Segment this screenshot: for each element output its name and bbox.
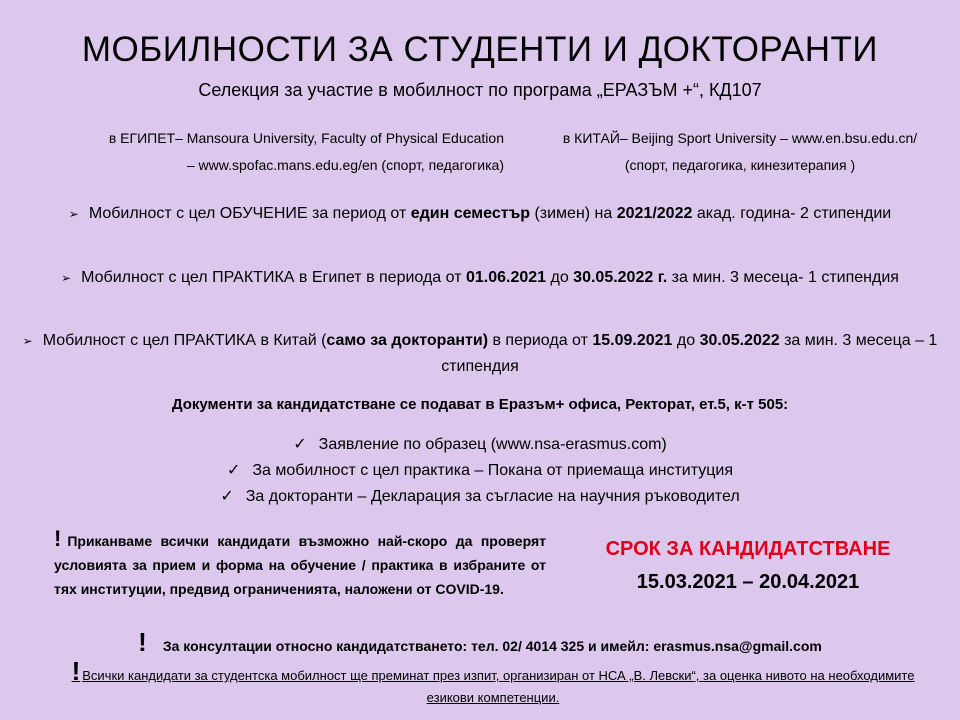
checkmark-icon: ✓	[226, 462, 241, 479]
destination-egypt	[44, 125, 504, 179]
exclamation-icon: !	[54, 526, 62, 551]
contact-info	[0, 627, 960, 658]
bullet-bold: само за докторанти)	[326, 332, 489, 349]
checkmark-icon: ✓	[293, 436, 307, 453]
document-item-text: За докторанти – Декларация за съгласие на научния ръководител	[245, 488, 740, 505]
bullet-bold: 2021/2022	[616, 205, 693, 222]
bullet-text: до	[546, 269, 574, 286]
exclamation-icon: !	[138, 627, 147, 657]
bullet-bold: 15.09.2021	[592, 332, 673, 349]
document-item-text: Заявление по образец (www.nsa-erasmus.com)	[318, 436, 667, 453]
bullet-text: (зимен) на	[530, 205, 617, 222]
deadline-title: СРОК ЗА КАНДИДАТСТВАНЕ	[605, 538, 891, 560]
bullet-text: Мобилност с цел ПРАКТИКА в Египет в периода от	[81, 269, 466, 286]
covid-notice-text: Приканваме всички кандидати възможно най-скоро да проверят условията за прием и форма на обучение / практика в избраните от тях институции, предвид ограниченията, наложени от COVID-19.	[54, 533, 546, 597]
list-item	[0, 432, 960, 458]
bullet-text: за мин. 3 месеца- 1 стипендия	[667, 269, 899, 286]
bullet-text: Мобилност с цел ПРАКТИКА в Китай (	[42, 332, 327, 349]
documents-title: Документи за кандидатстване се подават в Еразъм+ офиса, Ректорат, ет.5, к-т 505:	[171, 396, 789, 413]
bullet-text: за мин. 3 месеца – 1 стипендия	[441, 332, 938, 375]
document-item-text: За мобилност с цел практика – Покана от приемаща институция	[252, 462, 734, 479]
arrow-bullet-icon: ➢	[61, 271, 72, 285]
covid-notice	[54, 527, 546, 601]
bullet-bold: 01.06.2021	[465, 269, 547, 286]
bullet-practice-china	[20, 328, 940, 380]
bullet-practice-egypt	[20, 265, 940, 291]
bullet-text: в периода от	[488, 332, 593, 349]
bullet-bold: един семестър	[410, 205, 530, 222]
arrow-bullet-icon: ➢	[68, 207, 79, 221]
documents-list	[0, 432, 960, 510]
bullet-bold: 30.05.2022 г.	[573, 269, 668, 286]
bullet-text: акад. година- 2 стипендии	[692, 205, 892, 222]
destination-china-line2: (спорт, педагогика, кинезитерапия )	[624, 157, 856, 173]
destination-egypt-line1: в ЕГИПЕТ– Mansoura University, Faculty of Physical Education	[108, 130, 504, 146]
bullet-bold: 30.05.2022	[699, 332, 780, 349]
destination-china-line1: в КИТАЙ– Beijing Sport University – www.en.bsu.edu.cn/	[562, 130, 918, 146]
bullet-study-mobility	[20, 201, 940, 227]
exclamation-icon: !	[71, 656, 81, 686]
list-item	[0, 484, 960, 510]
bullet-text: Мобилност с цел ОБУЧЕНИЕ за период от	[88, 205, 411, 222]
deadline-dates: 15.03.2021 – 20.04.2021	[636, 571, 860, 593]
page-subtitle: Селекция за участие в мобилност по програма „ЕРАЗЪМ +“, КД107	[198, 80, 762, 100]
language-exam-note	[58, 656, 928, 709]
bullet-text: до	[672, 332, 700, 349]
destination-china	[520, 125, 960, 179]
destination-egypt-line2: – www.spofac.mans.edu.eg/en (спорт, педагогика)	[186, 157, 504, 173]
deadline-box	[548, 534, 948, 597]
language-note-text: Всички кандидати за студентска мобилност ще преминат през изпит, организиран от НСА „В. Левски“, за оценка нивото на необходимите езикови компетенции.	[82, 668, 915, 705]
contact-text: За консултации относно кандидатстването: тел. 02/ 4014 325 и имейл: erasmus.nsa@gmail.com	[162, 638, 822, 654]
checkmark-icon: ✓	[220, 488, 234, 505]
page-title: МОБИЛНОСТИ ЗА СТУДЕНТИ И ДОКТОРАНТИ	[81, 30, 879, 69]
list-item	[0, 458, 960, 484]
arrow-bullet-icon: ➢	[22, 334, 33, 348]
